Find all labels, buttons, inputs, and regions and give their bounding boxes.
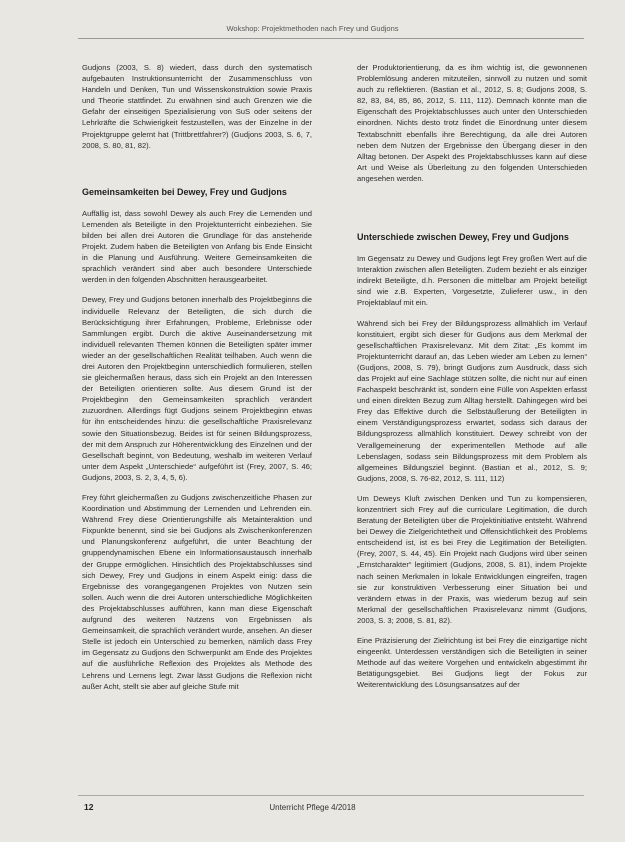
section-heading: Unterschiede zwischen Dewey, Frey und Gudjons [357, 232, 569, 243]
running-head: Wokshop: Projektmethoden nach Frey und Gudjons [226, 24, 399, 33]
footer-rule [78, 795, 584, 796]
paragraph: der Produktorientierung, da es ihm wichtig ist, die gewonnenen Problemlösung anderen mitzuteilen, sinnvoll zu nutzen und somit auch zu reflektieren. (Bastian et al., 2012, S. 8; Gudjons 2008, S. 82, 83, 84, 85, 86, 2012, S. 111, 112). Demnach könnte man die Eigenschaft des Projektabschlusses auch unter den Unterschieden einordnen. Nichts desto trotz findet die Einordnung unter diesem Textabschnitt ebenfalls ihre Berechtigung, da alle drei Autoren neben dem Nutzen der Ergebnisse den Übergang dieser in den Alltag betonen. Der Aspekt des Projektabschlusses kann auf diese Art und Weise als Überleitung zu den folgenden Unterschieden angesehen werden. [357, 63, 587, 183]
section-heading: Gemeinsamkeiten bei Dewey, Frey und Gudjons [82, 186, 287, 197]
paragraph: Während sich bei Frey der Bildungsprozess allmählich im Verlauf konstituiert, ergibt sich dieser für Gudjons aus dem Merkmal der gesellschaftlichen Praxisrelevanz. Mit dem Zitat: „Es kommt im Projektunterricht darauf an, das Leben wieder am Leben zu lernen“ (Gudjons, 2008, S. 79), bringt Gudjons zum Ausdruck, dass sich das Projekt auf eine Sachlage stützen sollte, die nicht nur auf einen Fachaspekt beschränkt ist, sondern eine Fülle von Aspekten erfasst und einen direkten Bezug zum Alltag herstellt. Dahingegen wird bei Frey das Effektive durch die Selbstäußerung der Beteiligten in einem Verständigungsprozess erwartet, sodass sich daraus der Bildungsprozess allmählich konstituiert. Dewey schreibt von der Verallgemeinerung der experimentellen Methode auf alle Lebenslagen, sodass sein Bildungsprozess mit dem Problem als allgemeines Bildungsziel beginnt. (Bastian et al., 2012, S. 9; Gudjons, 2008, S. 76-82, 2012, S. 111, 112) [357, 318, 587, 483]
journal-name: Unterricht Pflege 4/2018 [269, 803, 356, 812]
paragraph: Eine Präzisierung der Zielrichtung ist bei Frey die einzigartige nicht eingeenkt. Unterdessen verständigen sich die Beteiligten in seiner Methode auf das weitere Vorgehen und entwickeln abgestimmt ihr Betätigungsgebiet. Bei Gudjons liegt der Fokus zur Weiterentwicklung des Lösungsansatzes auf der [357, 636, 587, 690]
left-column [82, 62, 312, 701]
page-number: 12 [84, 802, 94, 812]
paragraph: Gudjons (2003, S. 8) wiedert, dass durch den systematisch aufgebauten Instruktionsunterricht der Zusammenschluss von Handeln und Denken, Tun und Wissenskonstruktion sowie Praxis und Theorie stattfindet. Zu erwähnen sind auch Grenzen wie die Gefahr der einseitigen Spezialisierung von SuS oder seitens der Lehrkräfte die Schwierigkeit festzustellen, was der Einzelne in der Projektgruppe gelernt hat (Trittbrettfahrer?) (Gudjons 2003, S. 6, 7, 2008, S. 80, 81, 82). [82, 63, 312, 150]
paragraph: Frey führt gleichermaßen zu Gudjons zwischenzeitliche Phasen zur Koordination und Abstimmung der Lernenden und Lehrenden ein. Während Frey diese Orientierungshilfe als Metainteraktion und Fixpunkte benennt, sind sie bei Gudjons als Zwischenkonferenzen und Planungskonferenz aufgeführt, die unter Beachtung der gruppendynamischen Ebene ein Informationsaustausch innerhalb der Gruppe ermöglichen. Hinsichtlich des Projektabschlusses sind sich Dewey, Frey und Gudjons in einem Aspekt einig: dass die Ergebnisse des vorangegangenen Projektes von Nutzen sein sollen. Auch wenn die drei Autoren unterschiedliche Möglichkeiten des Projektabschlusses aufführen, kann man diese Eigenschaft aufgrund des weiteren Nutzens von Ergebnissen als Gemeinsamkeit, die sprachlich verändert wurde, ansehen. An dieser Stelle ist jedoch ein Unterschied zu bemerken, nämlich dass Frey im Gegensatz zu Gudjons den Schwerpunkt am Ende des Projektes auf die ausführliche Reflexion des Projektes als Methode des Lehrens und Lernens legt. Zwar lässt Gudjons die Reflexion nicht außer Acht, stellt sie aber auf gleiche Stufe mit [82, 493, 312, 691]
paragraph: Dewey, Frey und Gudjons betonen innerhalb des Projektbeginns die individuelle Relevanz der Beteiligten, die sich durch die Berücksichtigung ihrer Erfahrungen, Probleme, Erlebnisse oder Sammlungen ergibt. Durch die aktive Auseinandersetzung mit individuell relevanten Themen können die Beteiligten später immer wieder an der gesellschaftlichen Realität teilhaben. Auch wenn die drei Autoren den Projektbeginn unterschiedlich formulieren, stellen sie gleichermaßen heraus, dass sich ein Projekt an den Interessen der Beteiligten orientieren sollte. Aus diesem Grund ist der Projektbeginn den Gemeinsamkeiten sprachlich verändert zuzuordnen. Allerdings fügt Gudjons seinem Projektbeginn etwas für ihn entscheidendes hinzu: die gesellschaftliche Praxisrelevanz sowie den Situationsbezug. Beides ist für seinen Bildungsprozess, der mit dem Anspruch zur Höherentwicklung des Einzelnen und der Gesellschaft beginnt, von Bedeutung, weshalb im weiteren Verlauf unter dem Aspekt „Unterschiede“ aufgeführt ist (Frey, 2007, S. 46; Gudjons, 2003, S. 2, 3, 4, 5, 6). [82, 295, 312, 482]
paragraph: Um Deweys Kluft zwischen Denken und Tun zu kompensieren, konzentriert sich Frey auf die curriculare Legitimation, die durch Beratung der Beteiligten über die Projektinitiative entsteht. Während bei Dewey die Zielgerichtetheit und Offensichtlichkeit des Problems entscheidend ist, ist es bei Frey die Legitimation der Beteiligten. (Frey, 2007, S. 44, 45). Ein Projekt nach Gudjons wird über seinen „Ernstcharakter“ legitimiert (Gudjons, 2008, S. 81), indem Projekte nach seinen Merkmalen in lokale Entwicklungen eingreifen, tragen sie zur konstruktiven Verbesserung einer Situation bei und verändern etwas in der Praxis, was wiederum bezug auf sein Merkmal der gesellschaftlichen Praxisrelevanz nimmt (Gudjons, 2003, S. 3; 2008, S. 81, 82). [357, 493, 587, 625]
paragraph: Im Gegensatz zu Dewey und Gudjons legt Frey großen Wert auf die Interaktion zwischen allen Beteiligten. Zudem bezieht er als einziger indirekt Beteiligte, d.h. Personen die mittelbar am Projekt beteiligt sind wie z.B. Experten, Vorgesetzte, Zulieferer usw., in den Projektablauf mit ein. [357, 254, 587, 308]
paragraph: Auffällig ist, dass sowohl Dewey als auch Frey die Lernenden und Lernenden als Beteiligte in den Projektunterricht einbeziehen. Sie bilden bei allen drei Autoren die Grundlage für das ansteheride Projekt. Zudem haben die Beteiligten von Anfang bis Ende Einsicht in die Planung und Ausführung. Weitere Gemeinsamkeiten die sprachlich verändert sind aber auch besondere Unterschiede werden in den folgenden Abschnitten herausgearbeitet. [82, 208, 312, 285]
header-rule [78, 38, 584, 39]
right-column [357, 62, 587, 700]
